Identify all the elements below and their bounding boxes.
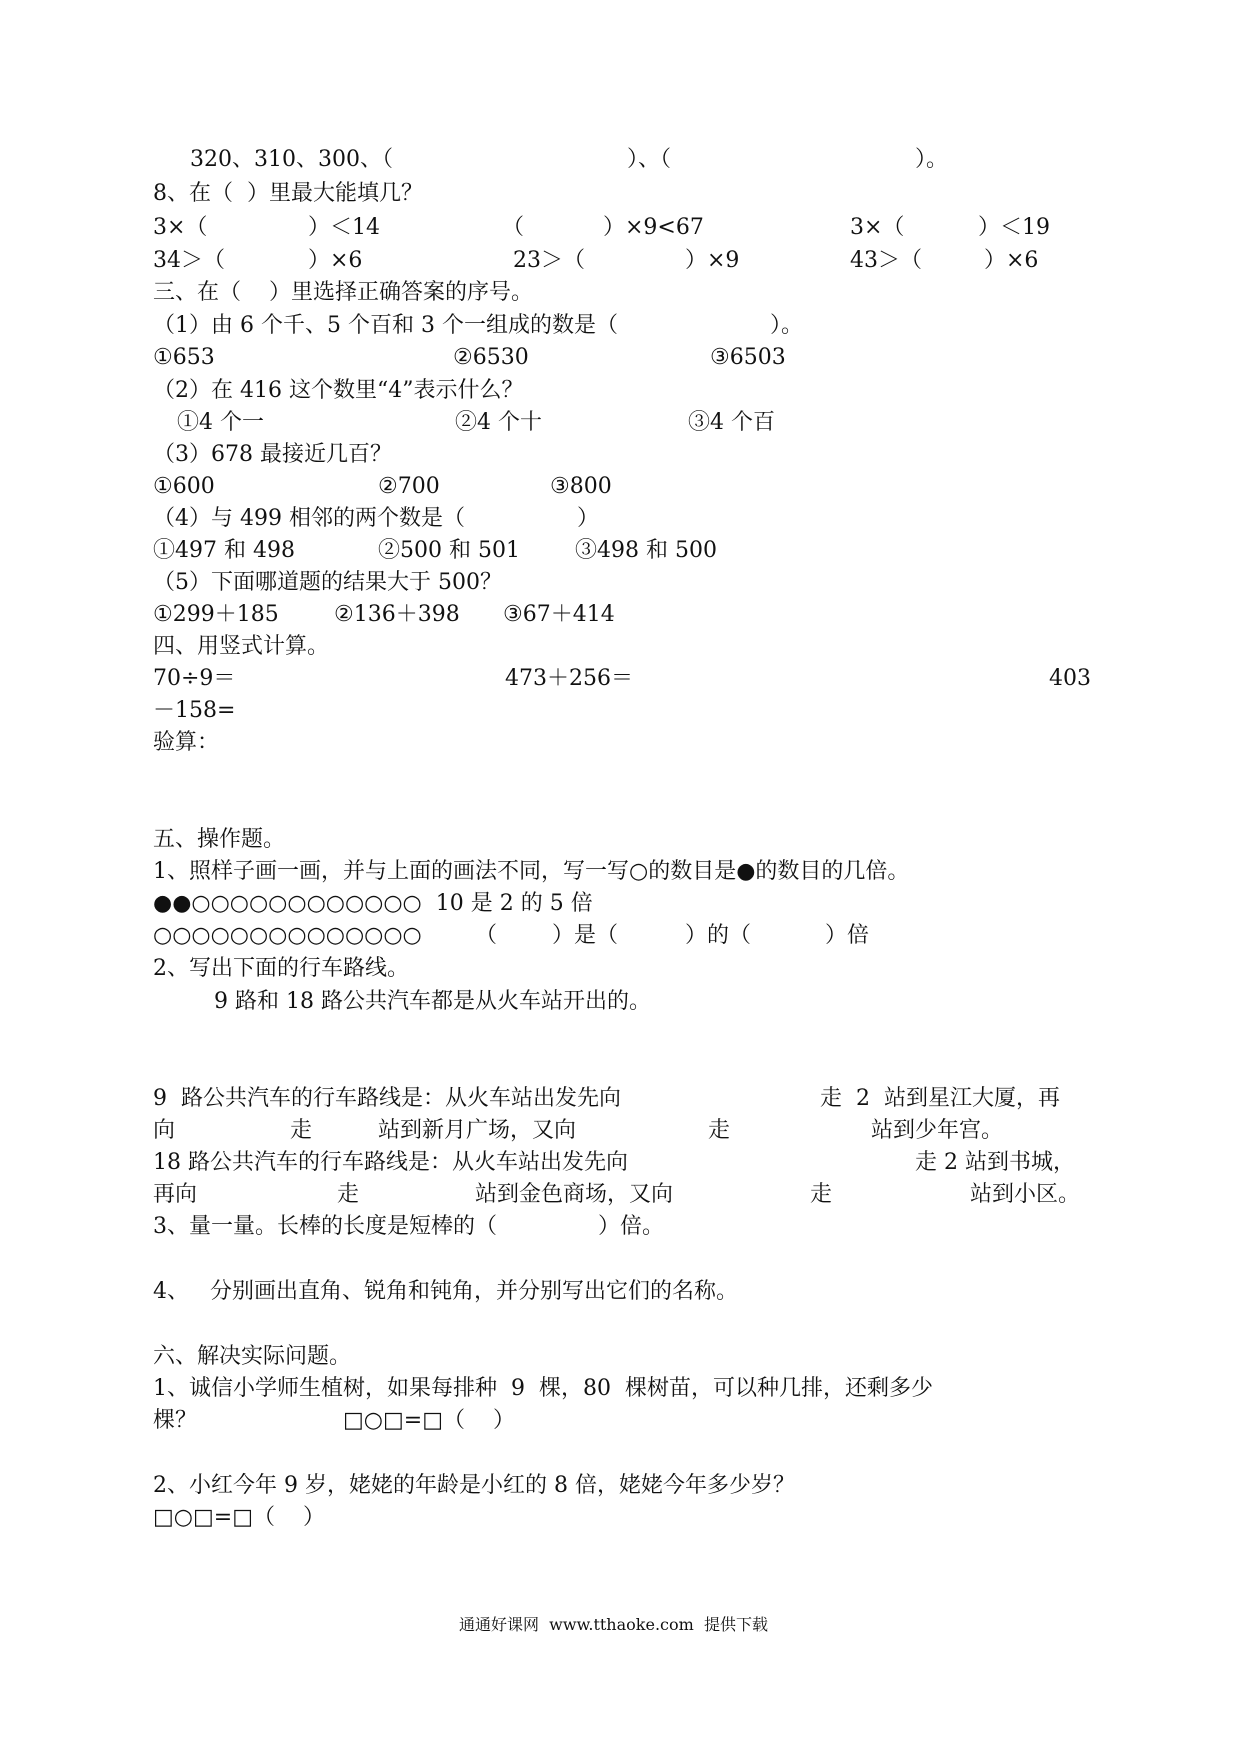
q8-item: ）×9<67 — [603, 215, 704, 240]
check-label: 验算： — [153, 730, 220, 755]
q8-item: 43＞（ — [850, 248, 922, 273]
s3-q5-option: ②136＋398 — [334, 602, 460, 627]
q8-item: ）＜14 — [308, 215, 380, 240]
s5-p1-circles: ○○○○○○○○○○○○○○ — [153, 923, 422, 948]
seq-end: ）。 — [915, 147, 949, 172]
s3-q3-option: ③800 — [550, 474, 612, 499]
route18-text: 走 — [810, 1182, 833, 1207]
q8-item: 34＞（ — [153, 248, 225, 273]
s3-q2-option: ②4 个十 — [455, 410, 542, 435]
route9-text: 9 路公共汽车的行车路线是：从火车站出发先向 — [153, 1086, 621, 1111]
route9-text: 走 2 站到星江大厦，再 — [820, 1086, 1060, 1111]
route18-text: 18 路公共汽车的行车路线是：从火车站出发先向 — [153, 1150, 628, 1175]
q8-item: 3×（ — [850, 215, 905, 240]
s3-q5-option: ③67＋414 — [503, 602, 615, 627]
s3-q1-option: ③6503 — [710, 345, 786, 370]
q8-item: ）×9 — [685, 248, 740, 273]
q8-item: 3×（ — [153, 215, 208, 240]
route9-text: 站到少年宫。 — [871, 1118, 1004, 1143]
q8-item: ）＜19 — [978, 215, 1050, 240]
footer-source: 通通好课网 www.tthaoke.com 提供下载 — [459, 1615, 768, 1634]
s3-q4-option: ③498 和 500 — [575, 538, 717, 563]
s3-q3-stem: （3）678 最接近几百？ — [153, 442, 392, 467]
calc-expression: 70÷9＝ — [153, 666, 236, 691]
s5-p4: 4、 分别画出直角、锐角和钝角，并分别写出它们的名称。 — [153, 1279, 738, 1304]
q8-title: 8、在（ ）里最大能填几？ — [153, 181, 423, 206]
s5-p1-blank: ）的（ — [685, 923, 752, 948]
section5-title: 五、操作题。 — [153, 827, 286, 852]
s3-q5-stem: （5）下面哪道题的结果大于 500？ — [153, 570, 502, 595]
s6-p1-tail: 棵？ — [153, 1408, 198, 1433]
s3-q2-option: ①4 个一 — [177, 410, 264, 435]
s6-p1-formula: □○□=□（ ） — [343, 1408, 515, 1433]
calc-expression: 473＋256＝ — [505, 666, 633, 691]
route18-text: 站到小区。 — [970, 1182, 1081, 1207]
s6-p2-formula: □○□=□（ ） — [153, 1505, 325, 1530]
route9-text: 走 — [708, 1118, 731, 1143]
section3-title: 三、在（ ）里选择正确答案的序号。 — [153, 280, 533, 305]
seq-sep: ）、（ — [627, 147, 672, 172]
s6-p2: 2、小红今年 9 岁，姥姥的年龄是小红的 8 倍，姥姥今年多少岁？ — [153, 1473, 795, 1498]
s5-p2-desc: 9 路和 18 路公共汽车都是从火车站开出的。 — [214, 989, 651, 1014]
s5-p1: 1、照样子画一画，并与上面的画法不同，写一写○的数目是●的数目的几倍。 — [153, 859, 910, 884]
calc-expression: －158= — [153, 698, 236, 723]
s3-q4-option: ①497 和 498 — [153, 538, 295, 563]
q8-item: ）×6 — [984, 248, 1039, 273]
route9-text: 向 — [153, 1118, 176, 1143]
s5-p2: 2、写出下面的行车路线。 — [153, 956, 409, 981]
s3-q1-stem-end: ）。 — [770, 313, 804, 338]
route9-text: 站到新月广场，又向 — [378, 1118, 577, 1143]
s5-p1-blank: （ — [475, 923, 498, 948]
s3-q1-option: ①653 — [153, 345, 215, 370]
section6-title: 六、解决实际问题。 — [153, 1344, 352, 1369]
q8-item: ）×6 — [308, 248, 363, 273]
s3-q2-stem: （2）在 416 这个数里“4”表示什么？ — [153, 378, 524, 403]
route18-text: 再向 — [153, 1182, 198, 1207]
s5-p1-blank: ）倍 — [825, 923, 870, 948]
seq-start: 320、310、300、（ — [190, 147, 393, 172]
s3-q1-stem: （1）由 6 个千、5 个百和 3 个一组成的数是（ — [153, 313, 618, 338]
calc-expression: 403 — [1049, 666, 1091, 691]
s3-q5-option: ①299＋185 — [153, 602, 279, 627]
s5-p1-example: ●●○○○○○○○○○○○○ 10 是 2 的 5 倍 — [153, 891, 593, 916]
s3-q4-stem: （4）与 499 相邻的两个数是（ — [153, 506, 465, 531]
s5-p3-end: ）倍。 — [598, 1214, 665, 1239]
route18-text: 站到金色商场，又向 — [475, 1182, 674, 1207]
s5-p3: 3、量一量。长棒的长度是短棒的（ — [153, 1214, 497, 1239]
route18-text: 走 2 站到书城， — [915, 1150, 1075, 1175]
s3-q2-option: ③4 个百 — [688, 410, 775, 435]
s3-q3-option: ②700 — [378, 474, 440, 499]
q8-item: （ — [502, 215, 525, 240]
s3-q3-option: ①600 — [153, 474, 215, 499]
s3-q1-option: ②6530 — [453, 345, 529, 370]
s3-q4-stem-end: ） — [577, 506, 600, 531]
s6-p1: 1、诚信小学师生植树，如果每排种 9 棵，80 棵树苗，可以种几排，还剩多少 — [153, 1376, 933, 1401]
route9-text: 走 — [290, 1118, 313, 1143]
s5-p1-blank: ）是（ — [552, 923, 619, 948]
section4-title: 四、用竖式计算。 — [153, 634, 330, 659]
route18-text: 走 — [337, 1182, 360, 1207]
q8-item: 23＞（ — [513, 248, 585, 273]
s3-q4-option: ②500 和 501 — [378, 538, 520, 563]
